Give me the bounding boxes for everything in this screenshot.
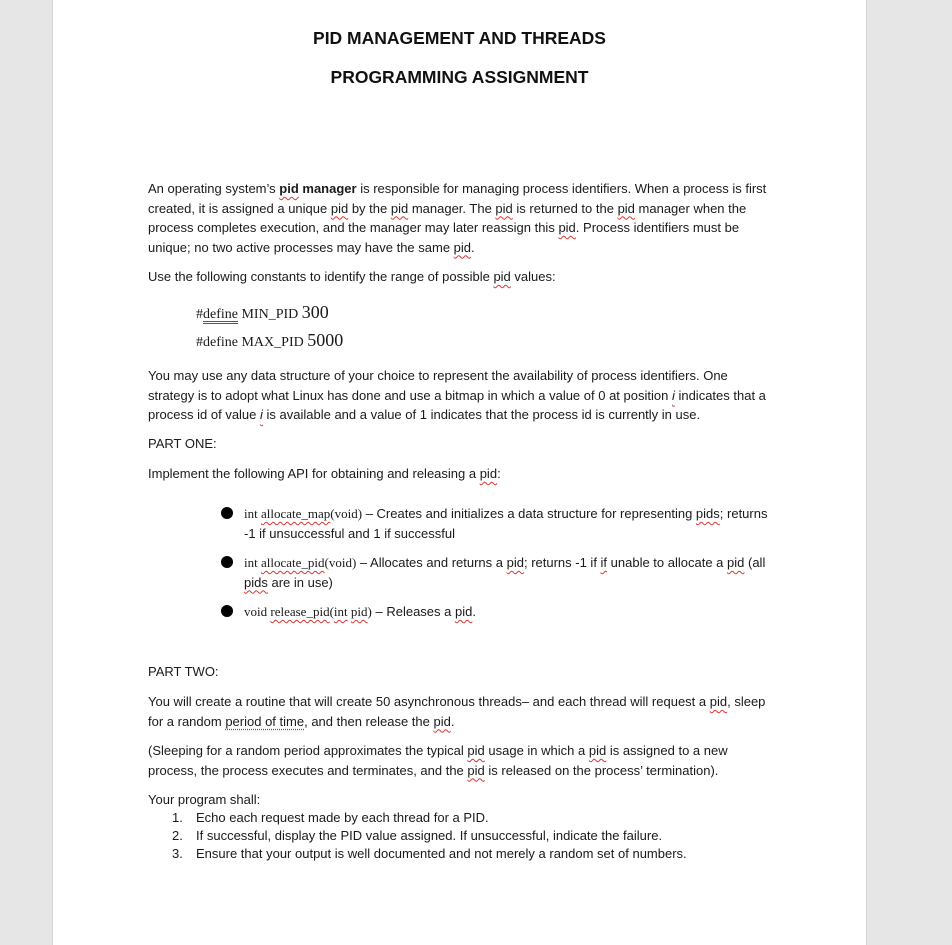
part-one-heading: PART ONE: xyxy=(148,436,217,451)
define-max-pid: #define MAX_PID 5000 xyxy=(196,330,344,350)
intro-paragraph: An operating system’s pid manager is responsible for managing process identifiers. When a process is first created, it is assigned a unique pid by the pid manager. The pid is returned to the pid manager when the process completes execution, and the manager may later reassign this pid. Process identifiers must be unique; no two active processes may have the same pid. xyxy=(148,181,767,255)
api-allocate-pid: int allocate_pid(void) – Allocates and returns a pid; returns -1 if if unable to allocate a pid (all pids are in use) xyxy=(244,555,766,590)
define-min-pid: #define MIN_PID 300 xyxy=(196,302,329,322)
document-subtitle: PROGRAMMING ASSIGNMENT xyxy=(330,67,589,87)
sleeping-paragraph: (Sleeping for a random period approximates the typical pid usage in which a pid is assigned to a new process, the process executes and terminates, and the pid is released on the process’ termination). xyxy=(148,743,728,778)
api-allocate-map: int allocate_map(void) – Creates and initializes a data structure for representing pids; returns -1 if unsuccessful and 1 if successful xyxy=(244,506,768,541)
program-shall: Your program shall: xyxy=(148,792,261,807)
document-title: PID MANAGEMENT AND THREADS xyxy=(313,28,606,48)
api-intro: Implement the following API for obtaining and releasing a pid: xyxy=(148,466,501,481)
api-release-pid: void release_pid(int pid) – Releases a pid. xyxy=(244,604,476,619)
document-page: PID MANAGEMENT AND THREADS PROGRAMMING ASSIGNMENT An operating system’s pid manager is responsible for managing process identifiers. When a process is first created, it is assigned a unique pid by the pid manager. The pid is returned to the pid manager when the process completes execution, and the manager may later reassign this pid. Process identifiers must be unique; no two active processes may have the same pid. Use the following constants to identify the range of possible pid values: #define MIN_PID 300 #define MAX_PID 5000 You may use any data structure of your choice to represent the availability of process identifiers. One strategy is to adopt what Linux has done and use a bitmap in which a value of 0 at position i indicates that a process id of value i is available and a value of 1 indicates that the process id is currently in use. PART ONE: Implement the following API for obtaining and releasing a pid: int allocate_map(void) – Creates and initializes a data structure for representing pids; returns -1 if unsuccessful and 1 if successful int allocate_pid(void) – Allocates and returns a pid; returns -1 if if unable to allocate a pid (all pids are in use) void release_pid(int pid) – Releases a pid. PART TWO: You will create a routine that will create 50 asynchronous threads– and each thread will request a pid, sleep for a random period of time, and then release the pid. (Sleeping for a random period approximates the typical pid usage in which a pid is assigned to a new process, the process executes and terminates, and the pid is released on the process’ termination). Your program shall: 1. Echo each request made by each thread for a PID. 2. If successful, display the PID value assigned. If unsuccessful, indicate the failure. 3. Ensure that your output is well documented and not merely a random set of numbers. xyxy=(52,0,867,945)
datastructure-paragraph: You may use any data structure of your choice to represent the availability of process identifiers. One strategy is to adopt what Linux has done and use a bitmap in which a value of 0 at position i indicates that a process id of value i is available and a value of 1 indicates that the process id is currently in use. xyxy=(148,368,766,422)
bullet-icon xyxy=(221,605,233,617)
part-two-heading: PART TWO: xyxy=(148,664,219,679)
constants-intro: Use the following constants to identify the range of possible pid values: xyxy=(148,269,556,284)
threads-paragraph: You will create a routine that will create 50 asynchronous threads– and each thread will request a pid, sleep for a random period of time, and then release the pid. xyxy=(148,694,766,729)
bullet-icon xyxy=(221,507,233,519)
bullet-icon xyxy=(221,556,233,568)
